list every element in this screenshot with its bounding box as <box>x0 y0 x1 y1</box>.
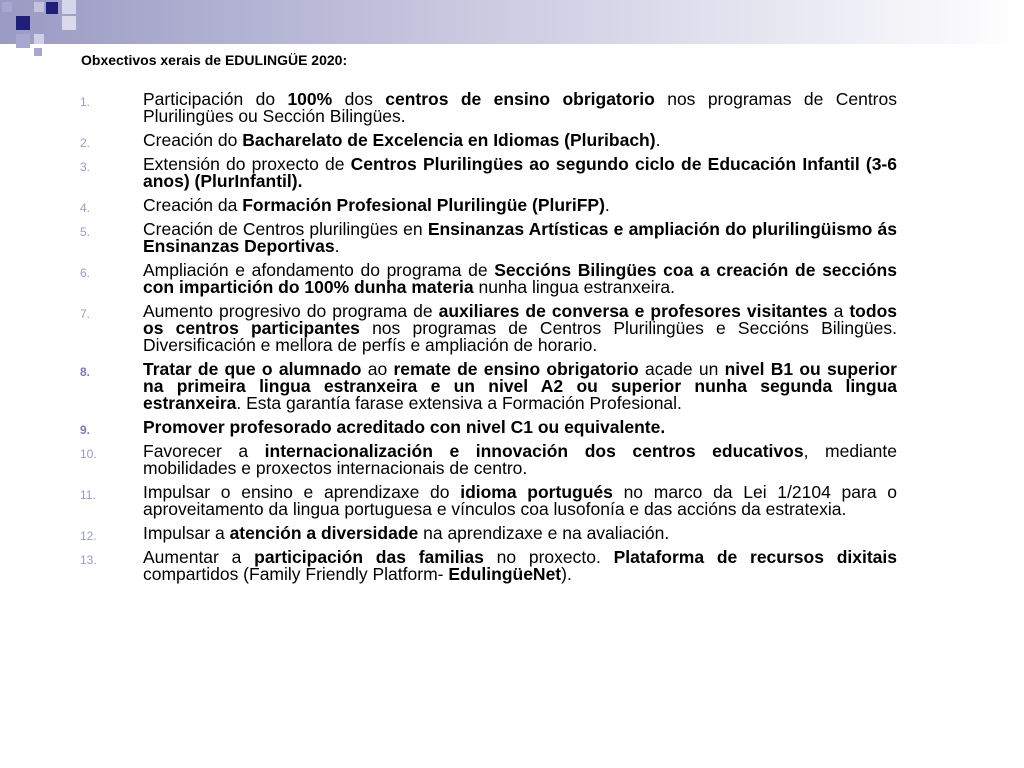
list-item-text: ). <box>561 564 572 584</box>
list-item-bold-text: Ensinanzas Artísticas e ampliación do plurilingüismo ás Ensinanzas Deportivas <box>143 219 898 256</box>
header-gradient-bar <box>0 0 1024 44</box>
list-item-text: Ampliación e afondamento do programa de <box>143 260 495 280</box>
list-item-bold-text: nivel B1 ou superior na primeira lingua estranxeira e un nivel A2 ou superior nunha segunda lingua estranxeira <box>143 359 897 413</box>
list-item-number: 7. <box>80 307 91 321</box>
list-item-bold-text: remate de ensino obrigatorio <box>393 359 639 379</box>
objectives-list <box>80 91 897 590</box>
list-item-bold-text: EdulingüeNet <box>448 564 562 584</box>
list-item-bold-text: internacionalización e innovación dos centros educativos <box>264 441 804 461</box>
list-item-text: Creación da <box>143 195 243 215</box>
list-item-text: nos programas de Centros Plurilingües e Seccións Bilingües. Diversificación e mellora de perfís e ampliación de horario. <box>143 318 897 355</box>
deco-square <box>46 2 58 14</box>
list-item-text: Extensión do proxecto de <box>143 154 351 174</box>
list-item <box>80 197 897 214</box>
deco-square <box>34 2 44 12</box>
list-item-number: 1. <box>80 95 91 109</box>
list-item-bold-text: auxiliares de conversa e profesores visitantes <box>438 301 828 321</box>
list-item-text: Impulsar o ensino e aprendizaxe do <box>143 482 461 502</box>
list-item-number: 9. <box>80 423 91 437</box>
list-item-text: dos <box>332 89 386 109</box>
list-item-bold-text: Plataforma de recursos dixitais <box>613 547 897 567</box>
deco-square <box>62 16 76 30</box>
list-item <box>80 419 897 436</box>
list-item-text: . <box>655 130 661 150</box>
list-item-bold-text: Formación Profesional Plurilingüe (PluriFP) <box>242 195 605 215</box>
list-item-text: a <box>827 301 850 321</box>
list-item-text: Aumentar a <box>143 547 255 567</box>
deco-square <box>2 2 12 12</box>
deco-square <box>62 0 76 14</box>
list-item-bold-text: Centros Plurilingües ao segundo ciclo de Educación Infantil (3-6 anos) (PlurInfantil). <box>143 154 897 191</box>
list-item-bold-text: Promover profesorado acreditado con nivel C1 ou equivalente. <box>143 417 666 437</box>
list-item <box>80 303 897 354</box>
list-item-text: nos programas de Centros Plurilingües ou Sección Bilingües. <box>143 89 897 126</box>
list-item <box>80 132 897 149</box>
list-item-bold-text: Bacharelato de Excelencia en Idiomas (Pluribach) <box>242 130 656 150</box>
list-item-number: 6. <box>80 266 91 280</box>
list-item <box>80 91 897 125</box>
list-item <box>80 156 897 190</box>
list-item-number: 4. <box>80 201 91 215</box>
list-item-bold-text: 100% <box>287 89 333 109</box>
list-item-bold-text: centros de ensino obrigatorio <box>385 89 655 109</box>
deco-square <box>16 34 30 48</box>
list-item-text: Aumento progresivo do programa de <box>143 301 439 321</box>
deco-square <box>34 34 44 44</box>
list-item <box>80 525 897 542</box>
list-item-number: 10. <box>80 447 97 461</box>
deco-square <box>16 16 30 30</box>
list-item <box>80 361 897 412</box>
list-item-text: ao <box>361 359 394 379</box>
list-item-text: . Esta garantía farase extensiva a Formación Profesional. <box>236 393 682 413</box>
list-item-bold-text: todos os centros participantes <box>143 301 897 338</box>
deco-square <box>34 48 42 56</box>
list-item <box>80 549 897 583</box>
list-item-bold-text: participación das familias <box>254 547 484 567</box>
list-item <box>80 221 897 255</box>
list-item <box>80 443 897 477</box>
list-item-number: 3. <box>80 160 91 174</box>
list-item-text: Impulsar a <box>143 523 230 543</box>
list-item-bold-text: Tratar de que o alumnado <box>143 359 362 379</box>
list-item-number: 5. <box>80 225 91 239</box>
list-item-text: compartidos (Family Friendly Platform- <box>143 564 449 584</box>
list-item-text: no marco da Lei 1/2104 para o aproveitamento da lingua portuguesa e vínculos coa lusofonía e das accións da estratexia. <box>143 482 897 519</box>
list-item-text: . <box>334 236 340 256</box>
list-item-number: 2. <box>80 136 91 150</box>
list-item-text: , mediante mobilidades e proxectos internacionais de centro. <box>143 441 897 478</box>
list-item <box>80 484 897 518</box>
list-item-bold-text: Seccións Bilingües coa a creación de seccións con impartición do 100% dunha materia <box>143 260 897 297</box>
list-item-text: Favorecer a <box>143 441 265 461</box>
list-item-number: 11. <box>80 488 96 502</box>
list-item-number: 13. <box>80 553 97 567</box>
list-item-bold-text: atención a diversidade <box>229 523 419 543</box>
page-title: Obxectivos xerais de EDULINGÜE 2020: <box>81 52 348 68</box>
list-item <box>80 262 897 296</box>
list-item-text: na aprendizaxe e na avaliación. <box>418 523 670 543</box>
list-item-text: . <box>604 195 610 215</box>
list-item-text: Creación do <box>143 130 243 150</box>
list-item-number: 8. <box>80 365 91 379</box>
list-item-text: Creación de Centros plurilingües en <box>143 219 428 239</box>
list-item-text: nunha lingua estranxeira. <box>473 277 676 297</box>
list-item-bold-text: idioma portugués <box>460 482 613 502</box>
list-item-text: no proxecto. <box>483 547 614 567</box>
list-item-text: acade un <box>638 359 725 379</box>
list-item-text: Participación do <box>143 89 288 109</box>
list-item-number: 12. <box>80 529 97 543</box>
